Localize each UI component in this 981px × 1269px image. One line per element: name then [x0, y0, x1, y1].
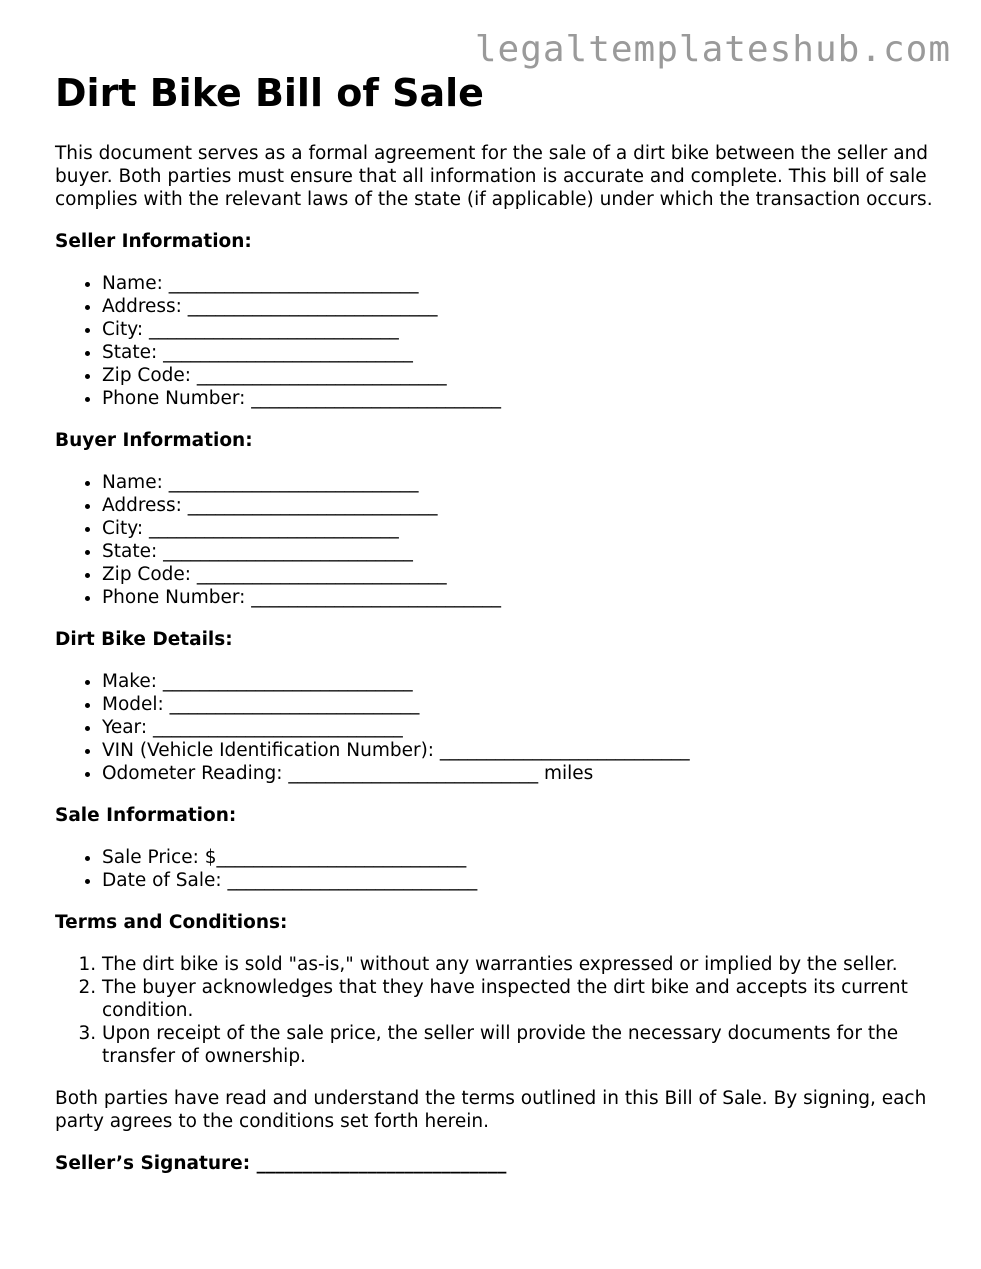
buyer-name-field: • Name: ___________________________ — [102, 471, 935, 494]
terms-heading: Terms and Conditions: — [55, 912, 288, 933]
buyer-state-field: • State: ___________________________ — [102, 540, 935, 563]
terms-list — [55, 953, 935, 1068]
bike-make-field: • Make: ___________________________ — [102, 670, 935, 693]
seller-info-list — [55, 272, 935, 410]
intro-paragraph: This document serves as a formal agreement for the sale of a dirt bike between the seller and buyer. Both parties must ensure that all information is accurate and complete. This bill of sale complies with the relevant laws of the state (if applicable) under which the transaction occurs. — [55, 143, 933, 210]
bike-vin-field: • VIN (Vehicle Identification Number): ___________________________ — [102, 739, 935, 762]
bike-model-field: • Model: ___________________________ — [102, 693, 935, 716]
sale-info-heading: Sale Information: — [55, 805, 237, 826]
buyer-info-list — [55, 471, 935, 609]
seller-city-field: • City: ___________________________ — [102, 318, 935, 341]
watermark-text: legaltemplateshub.com — [474, 29, 951, 70]
bike-year-field: • Year: ___________________________ — [102, 716, 935, 739]
buyer-zip-field: • Zip Code: ___________________________ — [102, 563, 935, 586]
buyer-phone-field: • Phone Number: ___________________________ — [102, 586, 935, 609]
seller-name-field: • Name: ___________________________ — [102, 272, 935, 295]
buyer-info-heading: Buyer Information: — [55, 430, 253, 451]
bike-details-heading: Dirt Bike Details: — [55, 629, 233, 650]
seller-state-field: • State: ___________________________ — [102, 341, 935, 364]
bike-odometer-field: • Odometer Reading: ___________________________ miles — [102, 762, 935, 785]
buyer-city-field: • City: ___________________________ — [102, 517, 935, 540]
seller-zip-field: • Zip Code: ___________________________ — [102, 364, 935, 387]
closing-paragraph: Both parties have read and understand the terms outlined in this Bill of Sale. By signing, each party agrees to the conditions set forth herein. — [55, 1088, 927, 1132]
seller-info-heading: Seller Information: — [55, 231, 252, 252]
buyer-address-field: • Address: ___________________________ — [102, 494, 935, 517]
terms-item: 2. The buyer acknowledges that they have inspected the dirt bike and accepts its current condition. — [102, 976, 935, 1022]
seller-phone-field: • Phone Number: ___________________________ — [102, 387, 935, 410]
document-body — [55, 70, 935, 1175]
sale-date-field: • Date of Sale: ___________________________ — [102, 869, 935, 892]
seller-address-field: • Address: ___________________________ — [102, 295, 935, 318]
terms-item: 1. The dirt bike is sold "as-is," without any warranties expressed or implied by the seller. — [102, 953, 935, 976]
seller-signature-line: Seller’s Signature: ___________________________ — [55, 1153, 507, 1174]
terms-item: 3. Upon receipt of the sale price, the seller will provide the necessary documents for the transfer of ownership. — [102, 1022, 935, 1068]
sale-info-list — [55, 846, 935, 892]
sale-price-field: • Sale Price: $___________________________ — [102, 846, 935, 869]
document-title: Dirt Bike Bill of Sale — [55, 71, 484, 115]
bike-details-list — [55, 670, 935, 785]
